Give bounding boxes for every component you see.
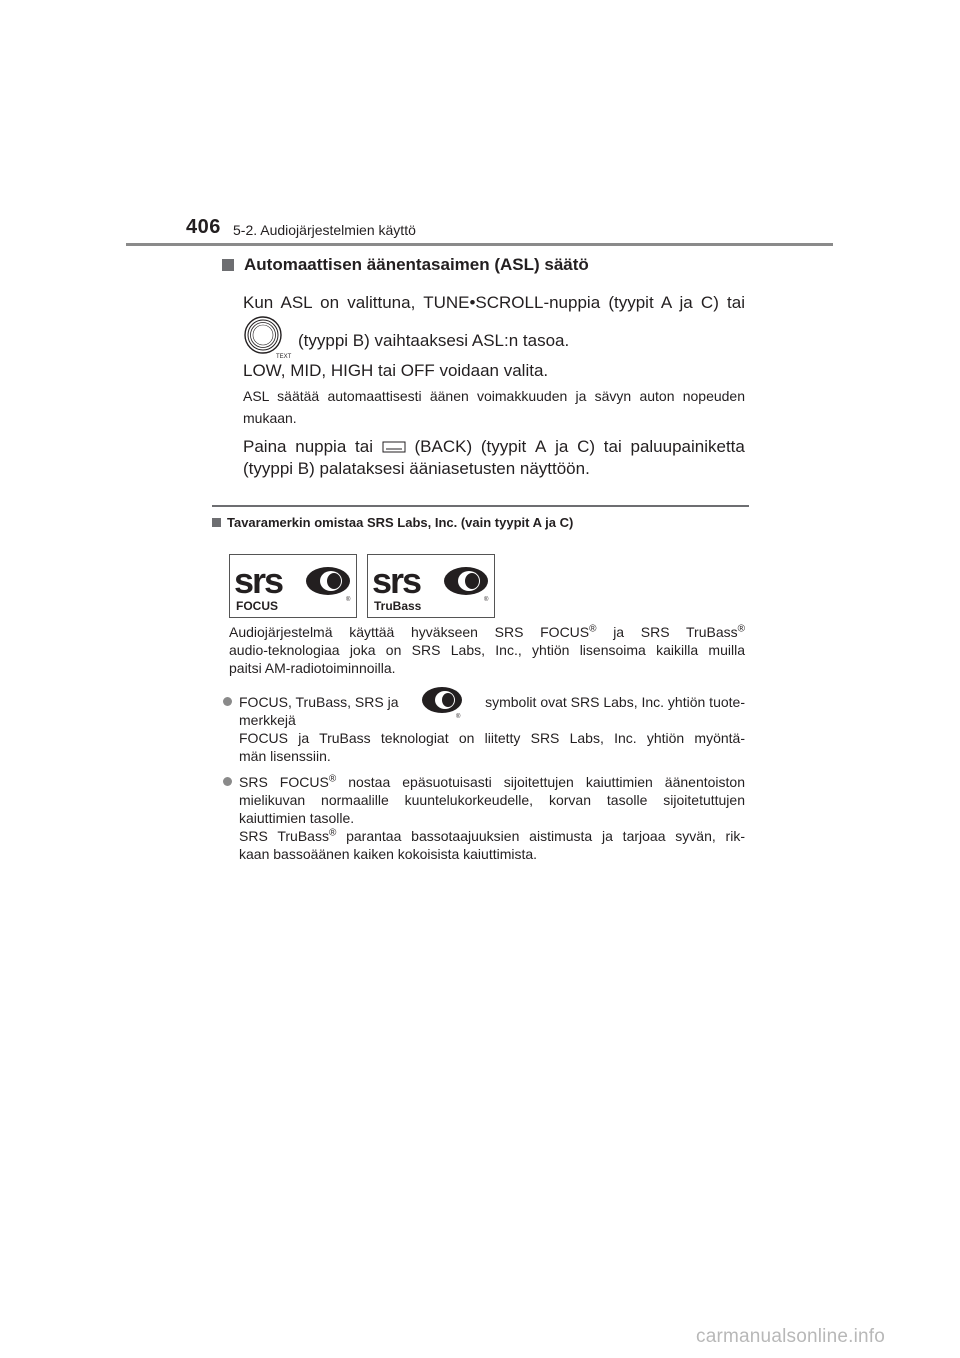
square-bullet-icon	[212, 518, 221, 527]
text-line: kaiuttimien tasolle.	[239, 810, 355, 826]
trademark-heading	[212, 515, 573, 530]
header-rule	[126, 243, 833, 246]
srs-trubass-logo	[367, 554, 495, 618]
knob-label: TEXT	[276, 354, 292, 360]
back-button-icon	[382, 440, 406, 454]
asl-paragraph-2: (tyyppi B) vaihtaaksesi ASL:n tasoa.	[298, 331, 570, 350]
asl-paragraph-1: Kun ASL on valittuna, TUNE•SCROLL-nuppia (tyypit A ja C) tai	[243, 293, 745, 312]
trademark-heading-text: Tavaramerkin omistaa SRS Labs, Inc. (vain tyypit A ja C)	[227, 515, 574, 530]
bullet-item-trademarks	[229, 693, 745, 765]
word: (BACK)	[414, 437, 473, 456]
bullet-item-technology	[229, 773, 745, 863]
word: nuppia	[295, 437, 347, 456]
text-line: SRS TruBass® parantaa bassotaajuuksien aistimusta ja tarjoaa syvän, rik-	[239, 827, 745, 844]
bullet-dot-icon	[223, 697, 232, 706]
bullet-dot-icon	[223, 777, 232, 786]
asl-heading-text: Automaattisen äänentasaimen (ASL) säätö	[244, 255, 589, 274]
svg-text:®: ®	[455, 714, 461, 720]
asl-paragraph-3: LOW, MID, HIGH tai OFF voidaan valita.	[243, 361, 549, 380]
logo-wordmark: srs	[372, 560, 421, 601]
text-line: FOCUS ja TruBass teknologiat on liitetty SRS Labs, Inc. yhtiön myöntä-	[239, 730, 745, 746]
srs-eye-logo-icon	[420, 680, 464, 720]
text-line: SRS FOCUS® nostaa epäsuotuisasti sijoitettujen kaiuttimien äänentoiston	[239, 773, 745, 790]
word: (tyypit	[480, 437, 527, 456]
section-divider	[212, 505, 749, 507]
text-line: merkkejä	[239, 712, 296, 728]
asl-paragraph-4-line-2: (tyyppi B) palataksesi ääniasetusten näyttöön.	[243, 459, 590, 478]
word: tai	[355, 437, 374, 456]
page-number: 406	[186, 216, 221, 238]
word: paluupainiketta	[630, 437, 745, 456]
watermark: carmanualsonline.info	[696, 1326, 886, 1347]
text-line: mielikuvan normaalille kuuntelukorkeudelle, korvan tasolle sijoitetuttujen	[239, 792, 745, 808]
logo-wordmark: srs	[234, 560, 283, 601]
srs-focus-logo	[229, 554, 357, 618]
word: C)	[577, 437, 596, 456]
svg-text:®: ®	[484, 597, 489, 603]
word: Paina	[243, 437, 287, 456]
svg-text:®: ®	[346, 597, 351, 603]
asl-heading	[222, 255, 589, 275]
text-line: paitsi AM-radiotoiminnoilla.	[229, 660, 396, 676]
text-line: FOCUS, TruBass, SRS ja ® symbolit ovat SRS Labs, Inc. yhtiön tuote-	[239, 693, 745, 711]
text-line: audio-teknologiaa joka on SRS Labs, Inc., yhtiön lisensoima kaikilla muilla	[229, 642, 745, 658]
logo-label: TruBass	[374, 599, 422, 613]
word: tai	[603, 437, 622, 456]
word: A	[534, 437, 547, 456]
section-title: 5-2. Audiojärjestelmien käyttö	[233, 222, 416, 238]
text-line: kaan bassoäänen kaiken kokoisista kaiuttimista.	[239, 846, 538, 862]
asl-note: ASL säätää automaattisesti äänen voimakkuuden ja sävyn auton nopeuden mukaan.	[243, 388, 745, 426]
trademark-paragraph	[229, 623, 745, 677]
tune-knob-icon	[243, 315, 292, 360]
logo-label: FOCUS	[236, 599, 278, 613]
square-bullet-icon	[222, 259, 234, 271]
word: ja	[555, 437, 569, 456]
text-line: Audiojärjestelmä käyttää hyväkseen SRS FOCUS® ja SRS TruBass®	[229, 623, 745, 640]
text-line: män lisenssiin.	[239, 748, 331, 764]
